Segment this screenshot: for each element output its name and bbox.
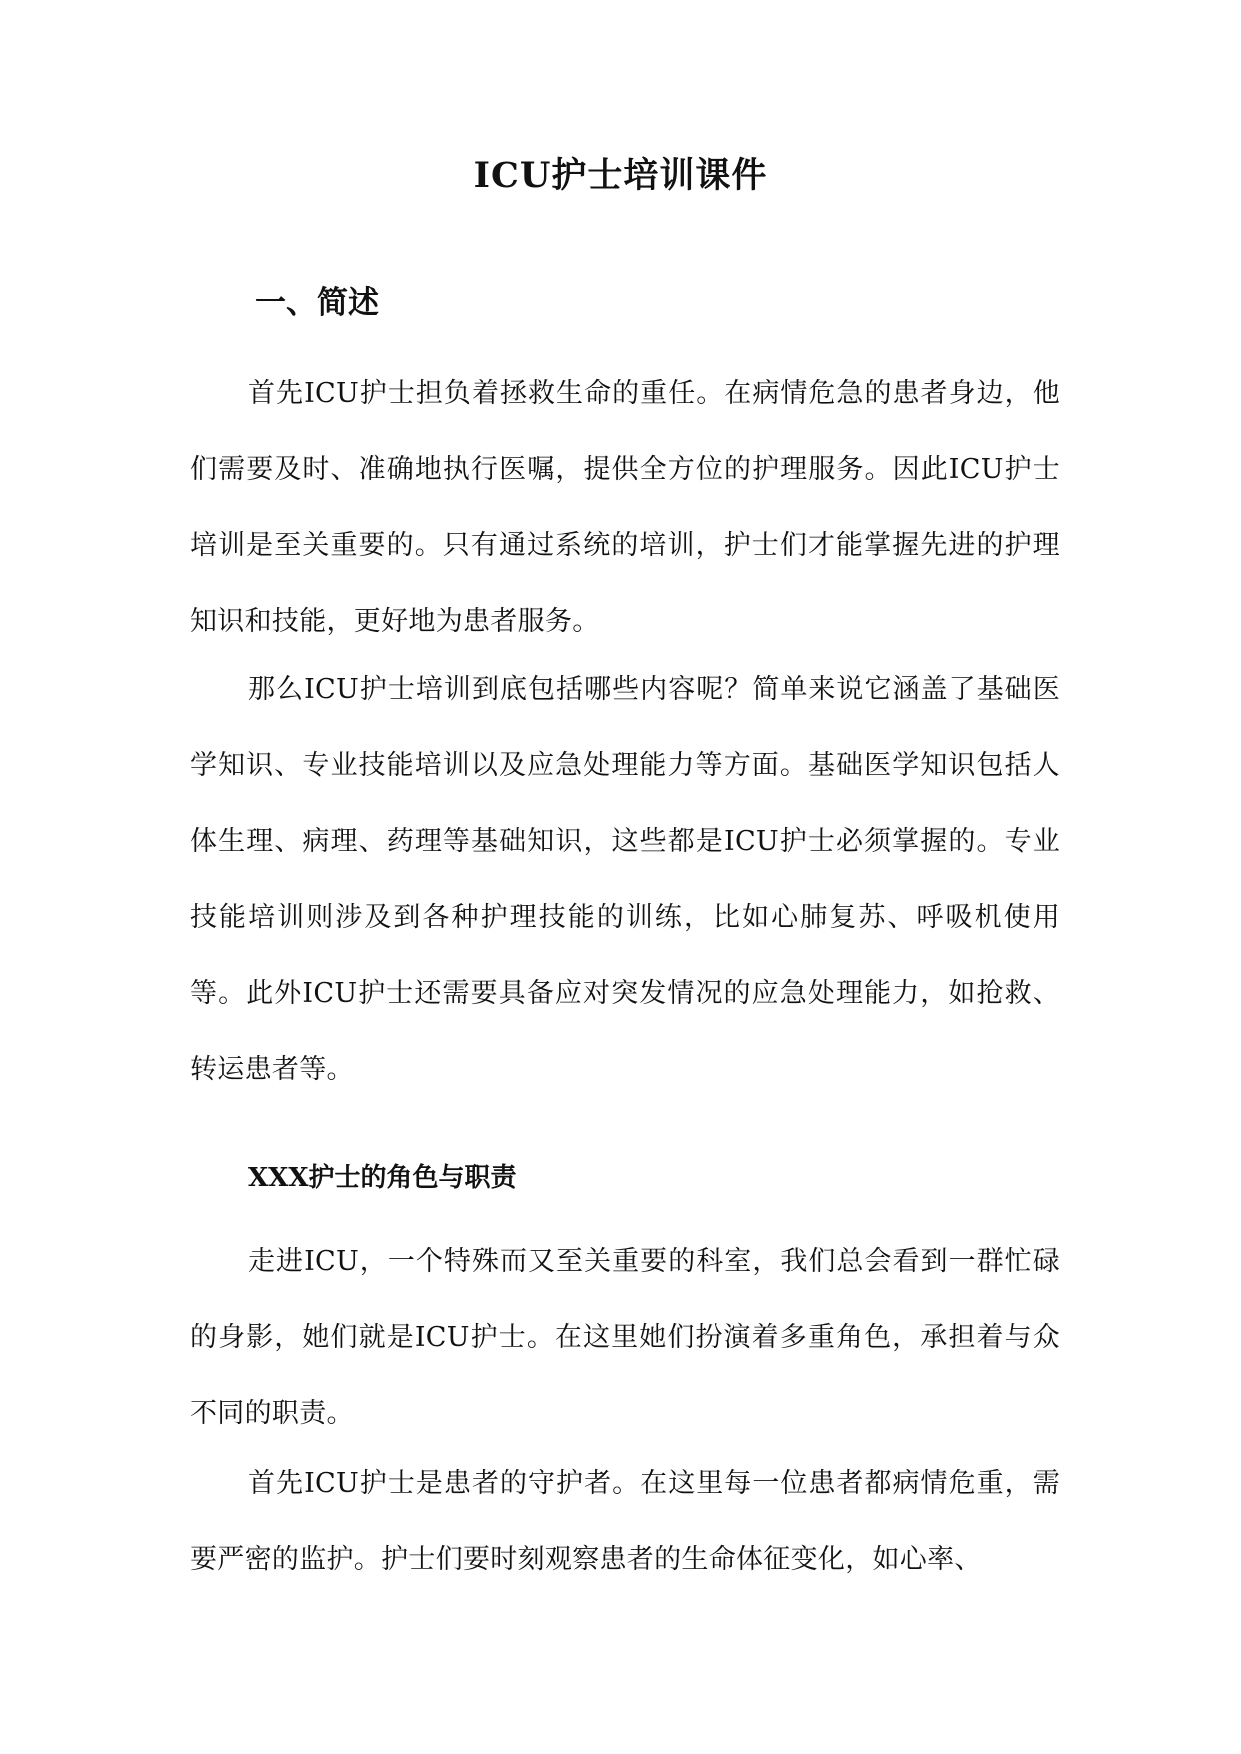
section-heading-overview: 一、简述	[255, 285, 379, 321]
paragraph-training-content: 那么ICU护士培训到底包括哪些内容呢？简单来说它涵盖了基础医学知识、专业技能培训以及应急处理能力等方面。基础医学知识包括人体生理、病理、药理等基础知识，这些都是ICU护士必须掌握的。专业技能培训则涉及到各种护理技能的训练，比如心肺复苏、呼吸机使用等。此外ICU护士还需要具备应对突发情况的应急处理能力，如抢救、转运患者等。	[190, 674, 1060, 1085]
document-title: ICU护士培训课件	[473, 155, 768, 196]
paragraph-icu-intro: 走进ICU，一个特殊而又至关重要的科室，我们总会看到一群忙碌的身影，她们就是ICU护士。在这里她们扮演着多重角色，承担着与众不同的职责。	[190, 1246, 1060, 1429]
paragraph-guardian: 首先ICU护士是患者的守护者。在这里每一位患者都病情危重，需要严密的监护。护士们要时刻观察患者的生命体征变化，如心率、	[190, 1468, 1060, 1575]
paragraph-importance: 首先ICU护士担负着拯救生命的重任。在病情危急的患者身边，他们需要及时、准确地执行医嘱，提供全方位的护理服务。因此ICU护士培训是至关重要的。只有通过系统的培训，护士们才能掌握先进的护理知识和技能，更好地为患者服务。	[190, 378, 1060, 637]
subheading-role-duties: XXX护士的角色与职责	[248, 1163, 517, 1193]
